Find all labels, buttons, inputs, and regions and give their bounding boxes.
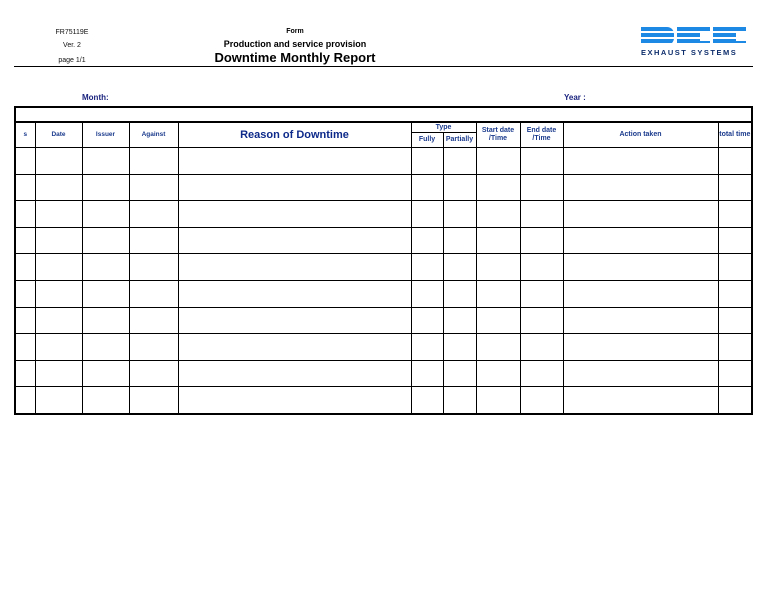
cell-s[interactable] xyxy=(15,360,35,387)
cell-against[interactable] xyxy=(129,174,178,201)
cell-total[interactable] xyxy=(718,201,752,228)
cell-issuer[interactable] xyxy=(82,360,129,387)
cell-against[interactable] xyxy=(129,227,178,254)
table-row xyxy=(15,227,752,254)
cell-action[interactable] xyxy=(563,334,718,361)
cell-end[interactable] xyxy=(520,227,563,254)
cell-action[interactable] xyxy=(563,280,718,307)
cell-partially[interactable] xyxy=(443,280,476,307)
table-row xyxy=(15,334,752,361)
bee-logo xyxy=(641,27,751,59)
cell-s[interactable] xyxy=(15,201,35,228)
cell-against[interactable] xyxy=(129,280,178,307)
cell-fully[interactable] xyxy=(411,334,443,361)
document-code: FR75119E xyxy=(55,29,89,36)
cell-fully[interactable] xyxy=(411,254,443,281)
header-row xyxy=(15,122,752,133)
table-body xyxy=(15,148,752,414)
cell-issuer[interactable] xyxy=(82,148,129,175)
page-number: page 1/1 xyxy=(58,57,86,64)
cell-total[interactable] xyxy=(718,334,752,361)
cell-partially[interactable] xyxy=(443,387,476,414)
cell-fully[interactable] xyxy=(411,387,443,414)
cell-date[interactable] xyxy=(35,360,82,387)
cell-reason[interactable] xyxy=(178,387,411,414)
cell-against[interactable] xyxy=(129,201,178,228)
month-label: Month: xyxy=(82,93,109,102)
cell-total[interactable] xyxy=(718,148,752,175)
cell-end[interactable] xyxy=(520,174,563,201)
col-start-header: Start date /Time xyxy=(476,122,520,148)
logo-letter-b xyxy=(641,27,674,45)
cell-start[interactable] xyxy=(476,227,520,254)
table-row xyxy=(15,254,752,281)
cell-start[interactable] xyxy=(476,307,520,334)
cell-start[interactable] xyxy=(476,334,520,361)
cell-action[interactable] xyxy=(563,174,718,201)
cell-fully[interactable] xyxy=(411,360,443,387)
cell-fully[interactable] xyxy=(411,227,443,254)
cell-fully[interactable] xyxy=(411,174,443,201)
table-row xyxy=(15,307,752,334)
cell-end[interactable] xyxy=(520,307,563,334)
cell-date[interactable] xyxy=(35,148,82,175)
cell-s[interactable] xyxy=(15,174,35,201)
table-row xyxy=(15,148,752,175)
cell-total[interactable] xyxy=(718,227,752,254)
cell-against[interactable] xyxy=(129,334,178,361)
cell-issuer[interactable] xyxy=(82,227,129,254)
logo-wordmark xyxy=(641,27,751,45)
table-row xyxy=(15,201,752,228)
spacer-cell xyxy=(15,107,752,122)
cell-reason[interactable] xyxy=(178,360,411,387)
cell-end[interactable] xyxy=(520,201,563,228)
cell-total[interactable] xyxy=(718,280,752,307)
cell-against[interactable] xyxy=(129,254,178,281)
cell-fully[interactable] xyxy=(411,201,443,228)
year-label: Year : xyxy=(564,93,586,102)
table-row xyxy=(15,280,752,307)
cell-against[interactable] xyxy=(129,307,178,334)
cell-s[interactable] xyxy=(15,227,35,254)
cell-partially[interactable] xyxy=(443,334,476,361)
cell-action[interactable] xyxy=(563,387,718,414)
cell-s[interactable] xyxy=(15,387,35,414)
cell-end[interactable] xyxy=(520,360,563,387)
cell-s[interactable] xyxy=(15,307,35,334)
cell-end[interactable] xyxy=(520,280,563,307)
cell-s[interactable] xyxy=(15,280,35,307)
cell-total[interactable] xyxy=(718,307,752,334)
cell-total[interactable] xyxy=(718,387,752,414)
cell-total[interactable] xyxy=(718,360,752,387)
cell-reason[interactable] xyxy=(178,334,411,361)
cell-partially[interactable] xyxy=(443,148,476,175)
form-subtitle: Production and service provision xyxy=(223,39,367,49)
table-row xyxy=(15,174,752,201)
cell-end[interactable] xyxy=(520,148,563,175)
col-end-header: End date /Time xyxy=(520,122,563,148)
cell-fully[interactable] xyxy=(411,148,443,175)
form-kind: Form xyxy=(286,28,304,35)
cell-end[interactable] xyxy=(520,254,563,281)
col-against-header: Against xyxy=(129,122,178,148)
cell-issuer[interactable] xyxy=(82,174,129,201)
col-fully-header: Fully xyxy=(411,133,443,148)
cell-total[interactable] xyxy=(718,254,752,281)
logo-letter-e xyxy=(713,27,746,45)
cell-issuer[interactable] xyxy=(82,387,129,414)
col-total-header: total time xyxy=(718,122,752,148)
cell-reason[interactable] xyxy=(178,174,411,201)
cell-issuer[interactable] xyxy=(82,334,129,361)
col-date-header: Date xyxy=(35,122,82,148)
cell-end[interactable] xyxy=(520,334,563,361)
cell-date[interactable] xyxy=(35,334,82,361)
cell-s[interactable] xyxy=(15,148,35,175)
header-divider xyxy=(14,66,753,67)
table-spacer-row xyxy=(15,107,752,122)
cell-against[interactable] xyxy=(129,148,178,175)
col-issuer-header: Issuer xyxy=(82,122,129,148)
cell-date[interactable] xyxy=(35,201,82,228)
col-partially-header: Partially xyxy=(443,133,476,148)
col-type-header: Type xyxy=(411,122,476,133)
cell-date[interactable] xyxy=(35,254,82,281)
cell-action[interactable] xyxy=(563,201,718,228)
cell-against[interactable] xyxy=(129,360,178,387)
cell-partially[interactable] xyxy=(443,201,476,228)
table-row xyxy=(15,360,752,387)
logo-letter-e xyxy=(677,27,710,45)
cell-partially[interactable] xyxy=(443,174,476,201)
cell-start[interactable] xyxy=(476,201,520,228)
cell-reason[interactable] xyxy=(178,227,411,254)
cell-s[interactable] xyxy=(15,334,35,361)
logo-subtitle: EXHAUST SYSTEMS xyxy=(641,48,738,57)
cell-s[interactable] xyxy=(15,254,35,281)
cell-total[interactable] xyxy=(718,174,752,201)
cell-issuer[interactable] xyxy=(82,280,129,307)
cell-fully[interactable] xyxy=(411,307,443,334)
cell-reason[interactable] xyxy=(178,201,411,228)
page-title: Downtime Monthly Report xyxy=(214,50,376,65)
cell-date[interactable] xyxy=(35,280,82,307)
cell-date[interactable] xyxy=(35,307,82,334)
cell-issuer[interactable] xyxy=(82,254,129,281)
downtime-table xyxy=(14,106,753,415)
cell-issuer[interactable] xyxy=(82,201,129,228)
cell-end[interactable] xyxy=(520,387,563,414)
cell-start[interactable] xyxy=(476,148,520,175)
cell-reason[interactable] xyxy=(178,148,411,175)
cell-start[interactable] xyxy=(476,387,520,414)
cell-action[interactable] xyxy=(563,254,718,281)
cell-start[interactable] xyxy=(476,174,520,201)
cell-partially[interactable] xyxy=(443,227,476,254)
cell-date[interactable] xyxy=(35,174,82,201)
document-version: Ver. 2 xyxy=(63,42,81,49)
cell-partially[interactable] xyxy=(443,360,476,387)
cell-fully[interactable] xyxy=(411,280,443,307)
cell-start[interactable] xyxy=(476,360,520,387)
cell-reason[interactable] xyxy=(178,280,411,307)
cell-partially[interactable] xyxy=(443,254,476,281)
col-action-header: Action taken xyxy=(563,122,718,148)
cell-date[interactable] xyxy=(35,227,82,254)
col-reason-header: Reason of Downtime xyxy=(178,122,411,148)
cell-date[interactable] xyxy=(35,387,82,414)
cell-against[interactable] xyxy=(129,387,178,414)
cell-start[interactable] xyxy=(476,280,520,307)
cell-action[interactable] xyxy=(563,307,718,334)
cell-reason[interactable] xyxy=(178,254,411,281)
cell-action[interactable] xyxy=(563,227,718,254)
cell-issuer[interactable] xyxy=(82,307,129,334)
cell-action[interactable] xyxy=(563,360,718,387)
cell-partially[interactable] xyxy=(443,307,476,334)
cell-action[interactable] xyxy=(563,148,718,175)
col-s-header: s xyxy=(15,122,35,148)
cell-start[interactable] xyxy=(476,254,520,281)
table-row xyxy=(15,387,752,414)
cell-reason[interactable] xyxy=(178,307,411,334)
